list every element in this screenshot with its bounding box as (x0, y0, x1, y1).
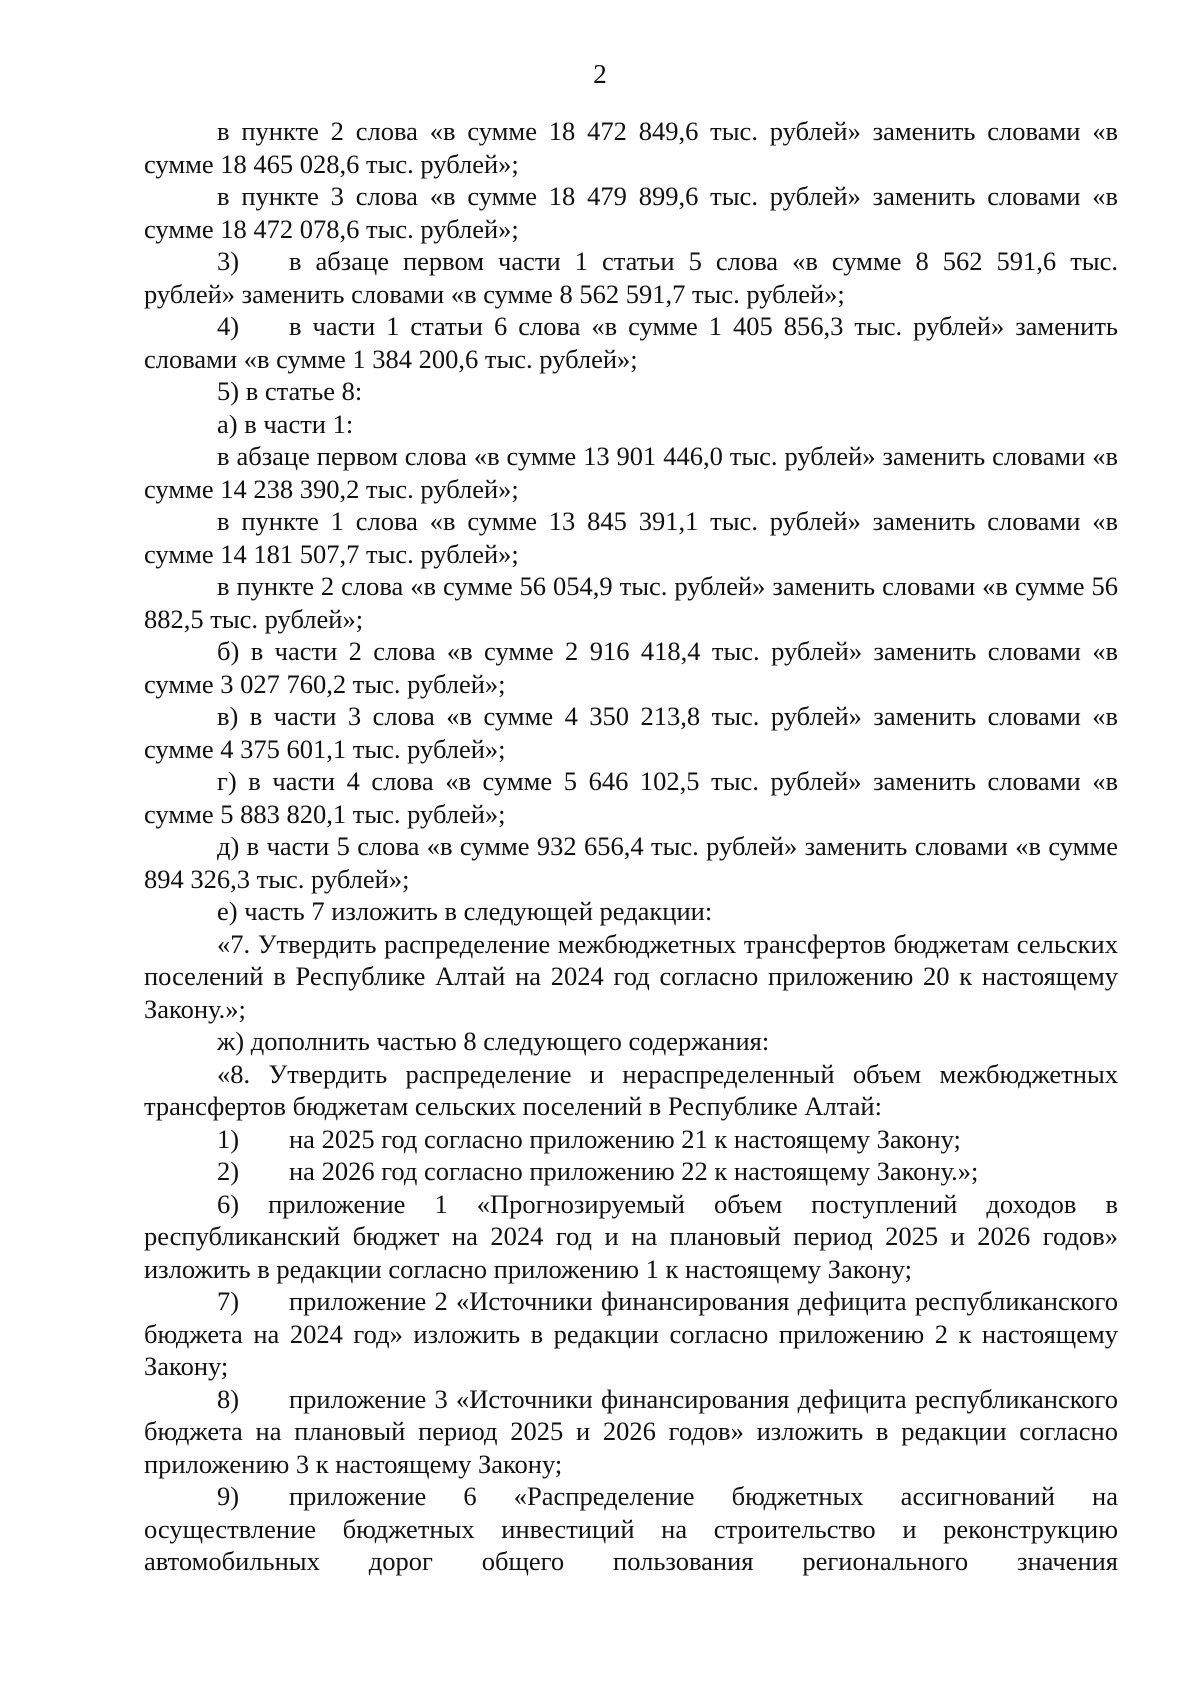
paragraph (144, 1285, 1118, 1383)
paragraph (144, 830, 1118, 895)
page-number: 2 (593, 59, 607, 89)
paragraph (144, 1480, 1118, 1578)
paragraph (144, 115, 1118, 180)
paragraph-text: приложение 2 «Источники финансирования дефицита республиканского бюджета на 2024 год» изложить в редакции согласно приложению 2 к настоящему Закону; (144, 1286, 1118, 1381)
paragraph-text: в пункте 3 слова «в сумме 18 479 899,6 тыс. рублей» заменить словами «в сумме 18 472 078,6 тыс. рублей»; (144, 181, 1118, 244)
paragraph-number: 2) (217, 1156, 240, 1186)
paragraph (144, 635, 1118, 700)
paragraph (144, 700, 1118, 765)
document-body (144, 115, 1118, 1578)
paragraph-text: е) часть 7 изложить в следующей редакции: (217, 896, 713, 926)
paragraph (144, 1123, 1118, 1156)
paragraph (144, 1155, 1118, 1188)
paragraph-text: б) в части 2 слова «в сумме 2 916 418,4 тыс. рублей» заменить словами «в сумме 3 027 760,2 тыс. рублей»; (144, 636, 1118, 699)
paragraph (144, 570, 1118, 635)
paragraph-text: г) в части 4 слова «в сумме 5 646 102,5 тыс. рублей» заменить словами «в сумме 5 883 820,1 тыс. рублей»; (144, 766, 1118, 829)
paragraph-text: в пункте 2 слова «в сумме 56 054,9 тыс. рублей» заменить словами «в сумме 56 882,5 тыс. рублей»; (144, 571, 1118, 634)
paragraph (144, 505, 1118, 570)
paragraph-text: в абзаце первом части 1 статьи 5 слова «в сумме 8 562 591,6 тыс. рублей» заменить словами «в сумме 8 562 591,7 тыс. рублей»; (144, 246, 1118, 309)
paragraph (144, 1188, 1118, 1286)
paragraph-number: 9) (217, 1481, 240, 1511)
paragraph (144, 765, 1118, 830)
paragraph-text: 5) в статье 8: (217, 376, 363, 406)
paragraph (144, 180, 1118, 245)
paragraph-text: в пункте 1 слова «в сумме 13 845 391,1 тыс. рублей» заменить словами «в сумме 14 181 507,7 тыс. рублей»; (144, 506, 1118, 569)
paragraph (144, 310, 1118, 375)
paragraph (144, 375, 1118, 408)
paragraph (144, 245, 1118, 310)
paragraph-text: в абзаце первом слова «в сумме 13 901 446,0 тыс. рублей» заменить словами «в сумме 14 238 390,2 тыс. рублей»; (144, 441, 1118, 504)
paragraph (144, 928, 1118, 1026)
paragraph-text: д) в части 5 слова «в сумме 932 656,4 тыс. рублей» заменить словами «в сумме 894 326,3 тыс. рублей»; (144, 831, 1118, 894)
paragraph-number: 7) (217, 1286, 240, 1316)
paragraph-text: «8. Утвердить распределение и нераспределенный объем межбюджетных трансфертов бюджетам сельских поселений в Республике Алтай: (144, 1058, 1118, 1121)
paragraph-text: 6) приложение 1 «Прогнозируемый объем поступлений доходов в республиканский бюджет на 2024 год и на плановый период 2025 и 2026 годов» изложить в редакции согласно приложению 1 к настоящему Закону; (144, 1188, 1118, 1284)
paragraph-text: в пункте 2 слова «в сумме 18 472 849,6 тыс. рублей» заменить словами «в сумме 18 465 028,6 тыс. рублей»; (144, 116, 1118, 179)
paragraph (144, 1383, 1118, 1481)
paragraph (144, 440, 1118, 505)
paragraph-text: приложение 3 «Источники финансирования дефицита республиканского бюджета на плановый период 2025 и 2026 годов» изложить в редакции согласно приложению 3 к настоящему Закону; (144, 1383, 1118, 1479)
paragraph (144, 1025, 1118, 1058)
paragraph-text: приложение 6 «Распределение бюджетных ассигнований на осуществление бюджетных инвестиций на строительство и реконструкцию автомобильных дорог общего пользования регионального значения (144, 1481, 1118, 1576)
paragraph-number: 4) (217, 311, 240, 341)
paragraph-text: в) в части 3 слова «в сумме 4 350 213,8 тыс. рублей» заменить словами «в сумме 4 375 601,1 тыс. рублей»; (144, 701, 1118, 764)
paragraph-text: «7. Утвердить распределение межбюджетных трансфертов бюджетам сельских поселений в Республике Алтай на 2024 год согласно приложению 20 к настоящему Закону.»; (144, 928, 1118, 1024)
paragraph-text: а) в части 1: (217, 408, 354, 439)
paragraph (144, 408, 1118, 441)
paragraph-text: ж) дополнить частью 8 следующего содержания: (217, 1026, 770, 1056)
paragraph-number: 3) (217, 246, 240, 276)
paragraph-number: 1) (217, 1123, 240, 1154)
paragraph-text: в части 1 статьи 6 слова «в сумме 1 405 856,3 тыс. рублей» заменить словами «в сумме 1 384 200,6 тыс. рублей»; (144, 311, 1118, 374)
paragraph (144, 1058, 1118, 1123)
paragraph-text: на 2025 год согласно приложению 21 к настоящему Закону; (289, 1123, 961, 1154)
paragraph-text: на 2026 год согласно приложению 22 к настоящему Закону.»; (289, 1156, 979, 1186)
paragraph-number: 8) (217, 1383, 240, 1414)
paragraph (144, 895, 1118, 928)
